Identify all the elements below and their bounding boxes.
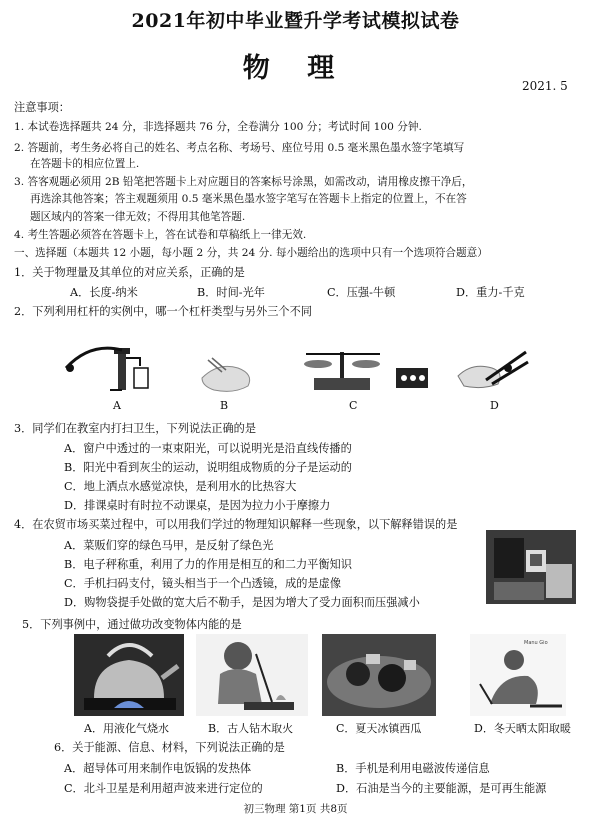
balance-scale-icon — [296, 338, 432, 396]
svg-text:Manu Gio: Manu Gio — [524, 640, 548, 646]
q5-caption-a: A．用液化气烧水 — [84, 722, 169, 735]
drill-fire-photo — [196, 634, 308, 716]
question-4-stem: 4．在农贸市场买菜过程中，可以用我们学过的物理知识解释一些现象，以下解释错误的是 — [14, 518, 458, 531]
note-line: 3. 答客观题必须用 2B 铅笔把答题卡上对应题目的答案标号涂黑，如需改动，请用橡皮擦干净后， — [14, 176, 473, 188]
note-line: 在答题卡的相应位置上. — [30, 158, 140, 170]
note-line: 1. 本试卷选择题共 24 分，非选择题共 76 分，全卷满分 100 分；考试时间 100 分钟. — [14, 121, 422, 133]
q3-option-d: D．排课桌时有时拉不动课桌，是因为拉力小于摩擦力 — [64, 499, 331, 512]
pump-lever-icon — [60, 334, 160, 394]
q6-option-a: A．超导体可用来制作电饭锅的发热体 — [64, 762, 252, 775]
note-line: 2. 答题前，考生务必将自己的姓名、考点名称、考场号、座位号用 0.5 毫米黑色墨水签字笔填写 — [14, 142, 465, 154]
vegetable-stall-photo — [486, 530, 576, 604]
q1-option-b: B．时间-光年 — [197, 286, 265, 299]
q5-caption-c: C．夏天冰镇西瓜 — [336, 722, 422, 735]
q5-caption-b: B．古人钻木取火 — [208, 722, 294, 735]
q1-option-d: D．重力-千克 — [456, 286, 525, 299]
note-line: 题区域内的答案一律无效；不得用其他笔答题. — [30, 211, 246, 223]
q3-option-b: B．阳光中看到灰尘的运动，说明组成物质的分子是运动的 — [64, 461, 352, 474]
q4-option-b: B．电子秤称重，利用了力的作用是相互的和二力平衡知识 — [64, 558, 352, 571]
question-2-stem: 2．下列利用杠杆的实例中，哪一个杠杆类型与另外三个不同 — [14, 305, 312, 318]
q2-label-c: C — [349, 399, 358, 412]
q5-caption-d: D．冬天晒太阳取暖 — [474, 722, 571, 735]
notes-heading: 注意事项： — [14, 101, 70, 114]
q4-option-c: C．手机扫码支付，镜头相当于一个凸透镜，成的是虚像 — [64, 577, 342, 590]
question-1-stem: 1．关于物理量及其单位的对应关系，正确的是 — [14, 266, 245, 279]
q2-label-d: D — [490, 399, 499, 412]
section-heading: 一、选择题（本题共 12 小题，每小题 2 分，共 24 分. 每小题给出的选项中只有一个选项符合题意） — [14, 247, 488, 259]
q1-option-a: A．长度-纳米 — [70, 286, 138, 299]
subject-title: 物 理 — [242, 53, 349, 84]
exam-date: 2021. 5 — [522, 79, 568, 93]
q1-option-c: C．压强-牛顿 — [327, 286, 396, 299]
q3-option-c: C．地上洒点水感觉凉快，是利用水的比热容大 — [64, 480, 297, 493]
tweezers-hand-icon — [198, 352, 260, 396]
pliers-icon — [452, 340, 534, 392]
q6-option-c: C．北斗卫星是利用超声波来进行定位的 — [64, 782, 263, 795]
q4-option-a: A．菜贩们穿的绿色马甲，是反射了绿色光 — [64, 539, 274, 552]
q2-label-b: B — [220, 399, 229, 412]
note-line: 4. 考生答题必须答在答题卡上，答在试卷和草稿纸上一律无效. — [14, 229, 307, 241]
question-6-stem: 6．关于能源、信息、材料，下列说法正确的是 — [54, 741, 285, 754]
q4-option-d: D．购物袋提手处做的宽大后不勒手，是因为增大了受力面积而压强减小 — [64, 596, 420, 609]
q6-option-b: B．手机是利用电磁波传递信息 — [336, 762, 490, 775]
question-3-stem: 3．同学们在教室内打扫卫生，下列说法正确的是 — [14, 422, 257, 435]
sunbathing-photo — [470, 634, 566, 716]
iced-watermelon-photo — [322, 634, 436, 716]
exam-title: 2021年初中毕业暨升学考试模拟试卷 — [131, 10, 460, 32]
q3-option-a: A．窗户中透过的一束束阳光，可以说明光是沿直线传播的 — [64, 442, 352, 455]
q2-label-a: A — [113, 399, 121, 412]
question-5-stem: 5．下列事例中，通过做功改变物体内能的是 — [22, 618, 242, 631]
note-line: 再选涂其他答案；答主观题须用 0.5 毫米黑色墨水签字笔写在答题卡上指定的位置上，不在答 — [30, 193, 467, 205]
q6-option-d: D．石油是当今的主要能源，是可再生能源 — [336, 782, 547, 795]
kettle-photo — [74, 634, 184, 716]
page-footer: 初三物理 第1页 共8页 — [243, 803, 348, 815]
